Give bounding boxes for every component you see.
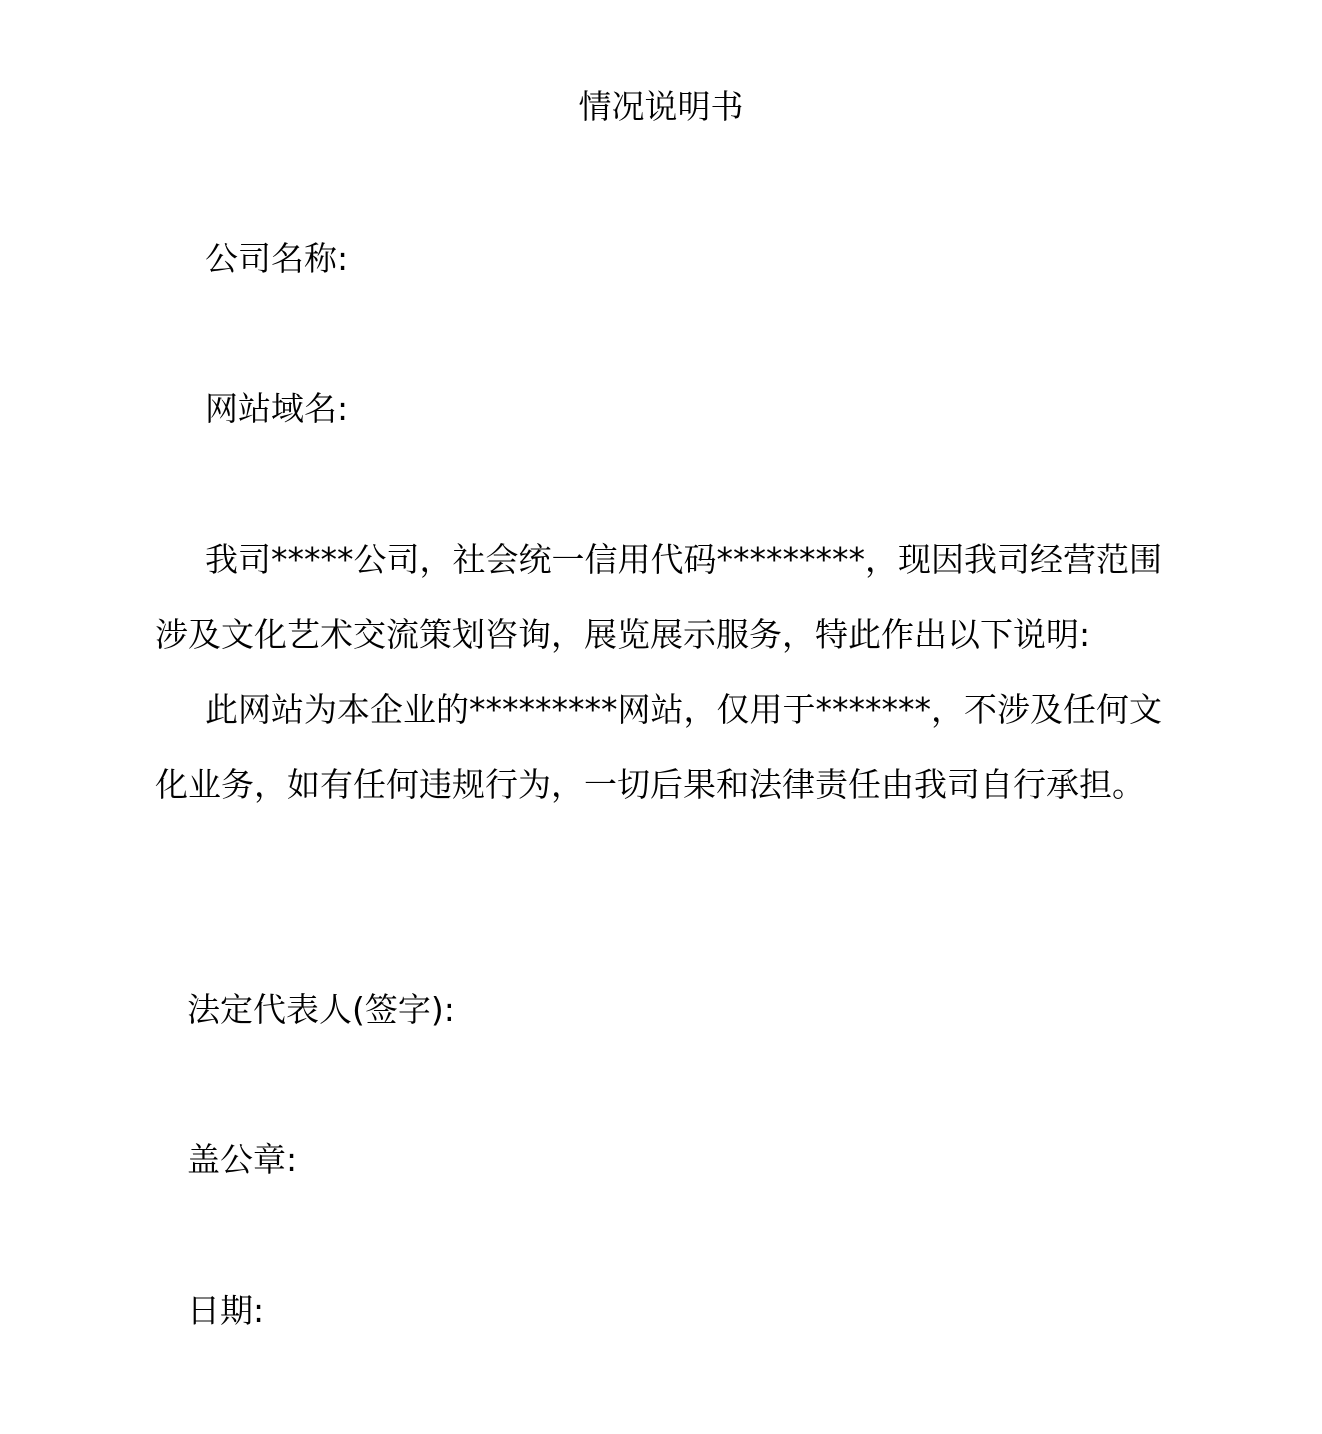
paragraph-2-line-1: 此网站为本企业的*********网站，仅用于*******，不涉及任何文 — [205, 690, 1162, 729]
legal-representative-signature-label: 法定代表人(签字): — [187, 990, 455, 1029]
statement-paragraph-2 — [155, 672, 1165, 822]
paragraph-1-line-1: 我司*****公司，社会统一信用代码*********，现因我司经营范围 — [205, 540, 1162, 579]
document-title: 情况说明书 — [578, 87, 744, 126]
company-name-label: 公司名称: — [205, 239, 349, 278]
paragraph-2-line-2: 化业务，如有任何违规行为，一切后果和法律责任由我司自行承担。 — [155, 765, 1145, 804]
website-domain-label: 网站域名: — [205, 389, 349, 428]
company-seal-label: 盖公章: — [187, 1140, 298, 1179]
paragraph-1-line-2: 涉及文化艺术交流策划咨询，展览展示服务，特此作出以下说明: — [155, 615, 1091, 654]
date-label: 日期: — [187, 1291, 265, 1330]
statement-paragraph-1 — [155, 522, 1165, 672]
